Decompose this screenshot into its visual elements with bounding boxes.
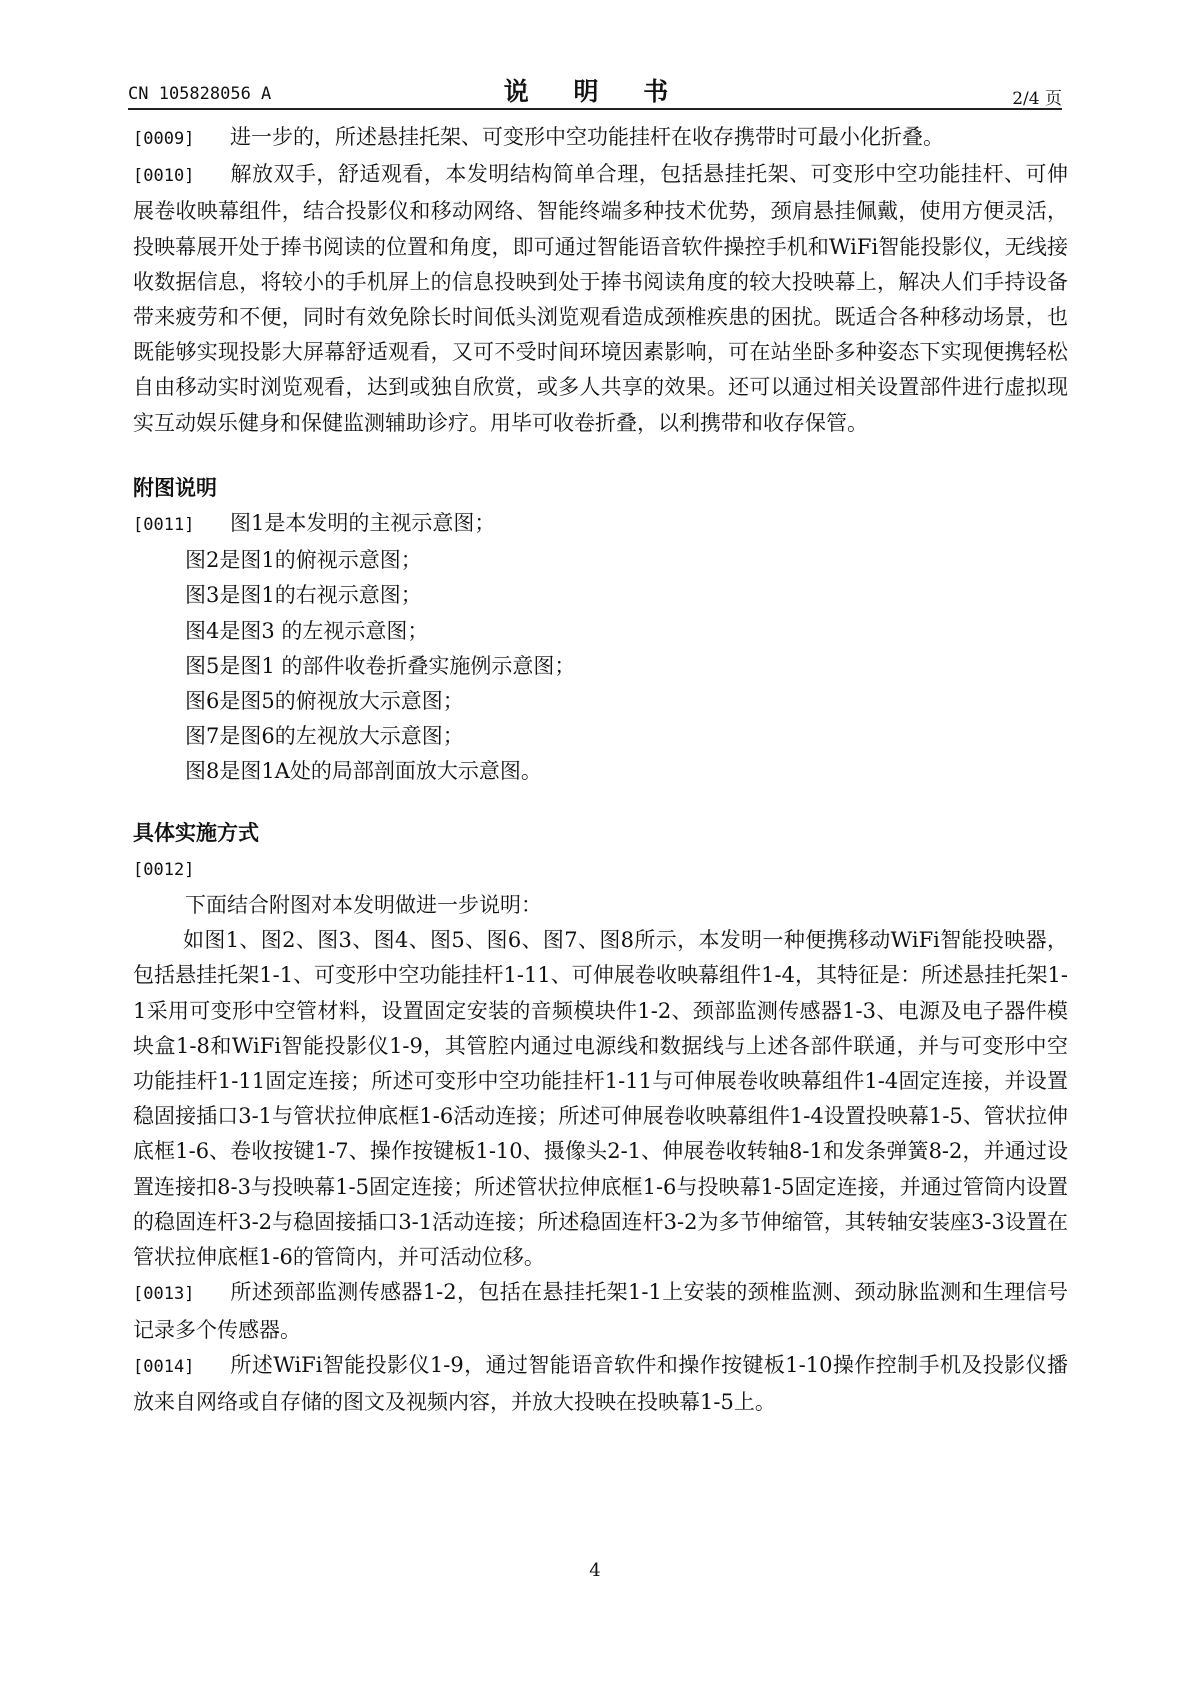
paragraph-0010 [133,157,1068,441]
figure-caption: 图5是图1 的部件收卷折叠实施例示意图； [185,653,576,678]
figure-caption: 图7是图6的左视放大示意图； [185,724,464,749]
paragraph-0012-body: 如图1、图2、图3、图4、图5、图6、图7、图8所示，本发明一种便携移动WiFi智能投映器，包括悬挂托架1-1、可变形中空功能挂杆1-11、可伸展卷收映幕组件1-4，其特征是：所述悬挂托架1-1采用可变形中空管材料，设置固定安装的音频模块件1-2、颈部监测传感器1-3、电源及电子器件模块盒1-8和WiFi智能投影仪1-9，其管腔内通过电源线和数据线与上述各部件联通，并与可变形中空功能挂杆1-11固定连接；所述可变形中空功能挂杆1-11与可伸展卷收映幕组件1-4固定连接，并设置稳固接插口3-1与管状拉伸底框1-6活动连接；所述可伸展卷收映幕组件1-4设置投映幕1-5、管状拉伸底框1-6、卷收按键1-7、操作按键板1-10、摄像头2-1、伸展卷收转轴8-1和发条弹簧8-2，并通过设置连接扣8-3与投映幕1-5固定连接；所述管状拉伸底框1-6与投映幕1-5固定连接，并通过管筒内设置的稳固连杆3-2与稳固接插口3-1活动连接；所述稳固连杆3-2为多节伸缩管，其转轴安装座3-3设置在管状拉伸底框1-6的管筒内，并可活动位移。 [133,928,1068,1270]
paragraph-text: 进一步的，所述悬挂托架、可变形中空功能挂杆在收存携带时可最小化折叠。 [230,125,944,149]
section-heading-implementation: 具体实施方式 [133,820,259,845]
paragraph-0011 [133,506,1068,543]
paragraph-0014 [133,1348,1068,1420]
paragraph-intro: 下面结合附图对本发明做进一步说明： [185,893,542,918]
paragraph-tag: [0014] [133,1356,195,1377]
page-header [128,72,1062,108]
paragraph-0013 [133,1275,1068,1347]
section-heading-figures: 附图说明 [133,475,217,500]
figure-caption: 图6是图5的俯视放大示意图； [185,689,464,714]
document-body [133,120,1068,1420]
figure-caption: 图8是图1A处的局部剖面放大示意图。 [185,759,542,784]
paragraph-tag: [0011] [133,515,195,536]
paragraph-0009 [133,120,1068,157]
header-rule [128,108,1062,110]
paragraph-tag: [0013] [133,1284,195,1305]
figure-caption: 图3是图1的右视示意图； [185,583,422,608]
paragraph-text: 所述WiFi智能投影仪1-9，通过智能语音软件和操作按键板1-10操作控制手机及投影仪播放来自网络或自存储的图文及视频内容，并放大投映在投映幕1-5上。 [133,1352,1068,1414]
paragraph-text: 所述颈部监测传感器1-2，包括在悬挂托架1-1上安装的颈椎监测、颈动脉监测和生理信号记录多个传感器。 [133,1280,1068,1342]
page-indicator: 2/4 页 [1012,89,1062,109]
paragraph-tag: [0012] [133,859,195,880]
paragraph-tag: [0010] [133,166,195,187]
figure-caption: 图1是本发明的主视示意图； [230,511,496,536]
figure-caption: 图4是图3 的左视示意图； [185,618,429,643]
figure-caption: 图2是图1的俯视示意图； [185,548,422,573]
patent-number: CN 105828056 A [128,84,272,104]
paragraph-tag: [0009] [133,129,195,149]
page-number: 4 [589,1560,601,1581]
paragraph-text: 解放双手，舒适观看，本发明结构简单合理，包括悬挂托架、可变形中空功能挂杆、可伸展卷收映幕组件，结合投影仪和移动网络、智能终端多种技术优势，颈肩悬挂佩戴，使用方便灵活，投映幕展开处于捧书阅读的位置和角度，即可通过智能语音软件操控手机和WiFi智能投影仪，无线接收数据信息，将较小的手机屏上的信息投映到处于捧书阅读角度的较大投映幕上，解决人们手持设备带来疲劳和不便，同时有效免除长时间低头浏览观看造成颈椎疾患的困扰。既适合各种移动场景，也既能够实现投影大屏幕舒适观看，又可不受时间环境因素影响，可在站坐卧多种姿态下实现便携轻松自由移动实时浏览观看，达到或独自欣赏，或多人共享的效果。还可以通过相关设置部件进行虚拟现实互动娱乐健身和保健监测辅助诊疗。用毕可收卷折叠，以利携带和收存保管。 [133,162,1068,435]
document-title: 说 明 书 [503,77,687,106]
